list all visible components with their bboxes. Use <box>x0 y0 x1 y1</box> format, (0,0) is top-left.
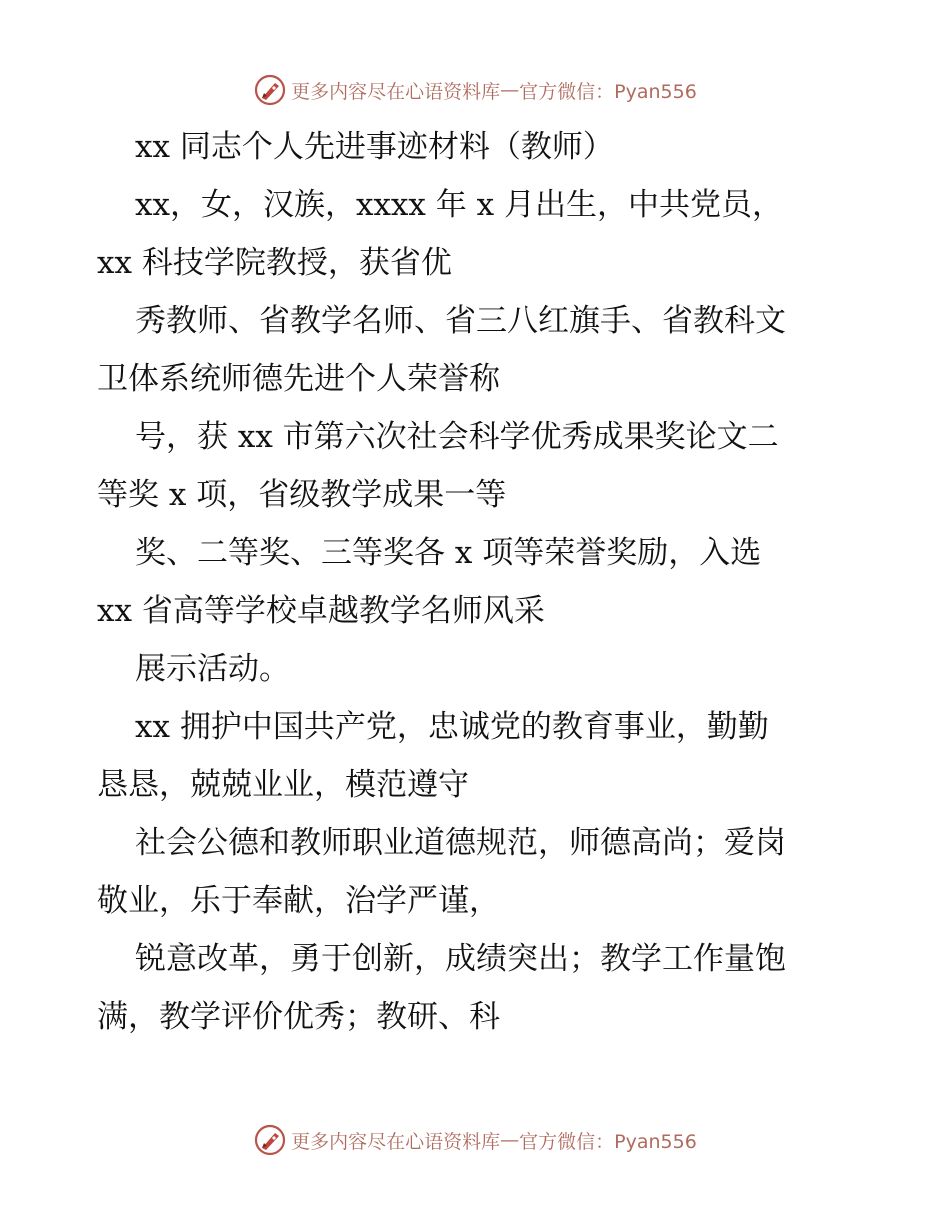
paragraph-line: 展示活动。 <box>135 651 290 687</box>
paragraph-line: 社会公德和教师职业道德规范，师德高尚；爱岗 <box>135 825 786 861</box>
header-banner <box>0 70 950 110</box>
paragraph-line: 满，教学评价优秀；教研、科 <box>97 999 500 1035</box>
paragraph-line: 秀教师、省教学名师、省三八红旗手、省教科文 <box>135 303 786 339</box>
pen-nib-logo-icon <box>253 73 287 107</box>
paragraph-line: xx 科技学院教授，获省优 <box>97 245 452 281</box>
banner-separator: — <box>500 79 520 101</box>
document-body <box>97 118 857 1046</box>
paragraph-line: 号，获 xx 市第六次社会科学优秀成果奖论文二 <box>135 419 779 455</box>
document-title: xx 同志个人先进事迹材料（教师） <box>135 129 614 165</box>
banner-wechat-id: 官方微信：Pyan556 <box>519 1130 697 1153</box>
paragraph-line: 锐意改革，勇于创新，成绩突出；教学工作量饱 <box>135 941 786 977</box>
paragraph-line: 奖、二等奖、三等奖各 x 项等荣誉奖励，入选 <box>135 535 762 571</box>
paragraph-line: xx 拥护中国共产党，忠诚党的教育事业，勤勤 <box>135 709 769 745</box>
paragraph-line: xx 省高等学校卓越教学名师风采 <box>97 593 545 629</box>
paragraph-line: 敬业，乐于奉献，治学严谨， <box>97 883 500 919</box>
paragraph-line: xx，女，汉族，xxxx 年 x 月出生，中共党员， <box>135 187 783 223</box>
paragraph-line: 卫体系统师德先进个人荣誉称 <box>97 361 500 397</box>
banner-site-name: 更多内容尽在心语资料库 <box>291 80 501 103</box>
banner-separator: — <box>500 1129 520 1151</box>
banner-wechat-id: 官方微信：Pyan556 <box>519 80 697 103</box>
footer-banner <box>0 1120 950 1160</box>
pen-nib-logo-icon <box>253 1123 287 1157</box>
banner-site-name: 更多内容尽在心语资料库 <box>291 1130 501 1153</box>
paragraph-line: 恳恳，兢兢业业，模范遵守 <box>97 767 469 803</box>
paragraph-line: 等奖 x 项，省级教学成果一等 <box>97 477 507 513</box>
